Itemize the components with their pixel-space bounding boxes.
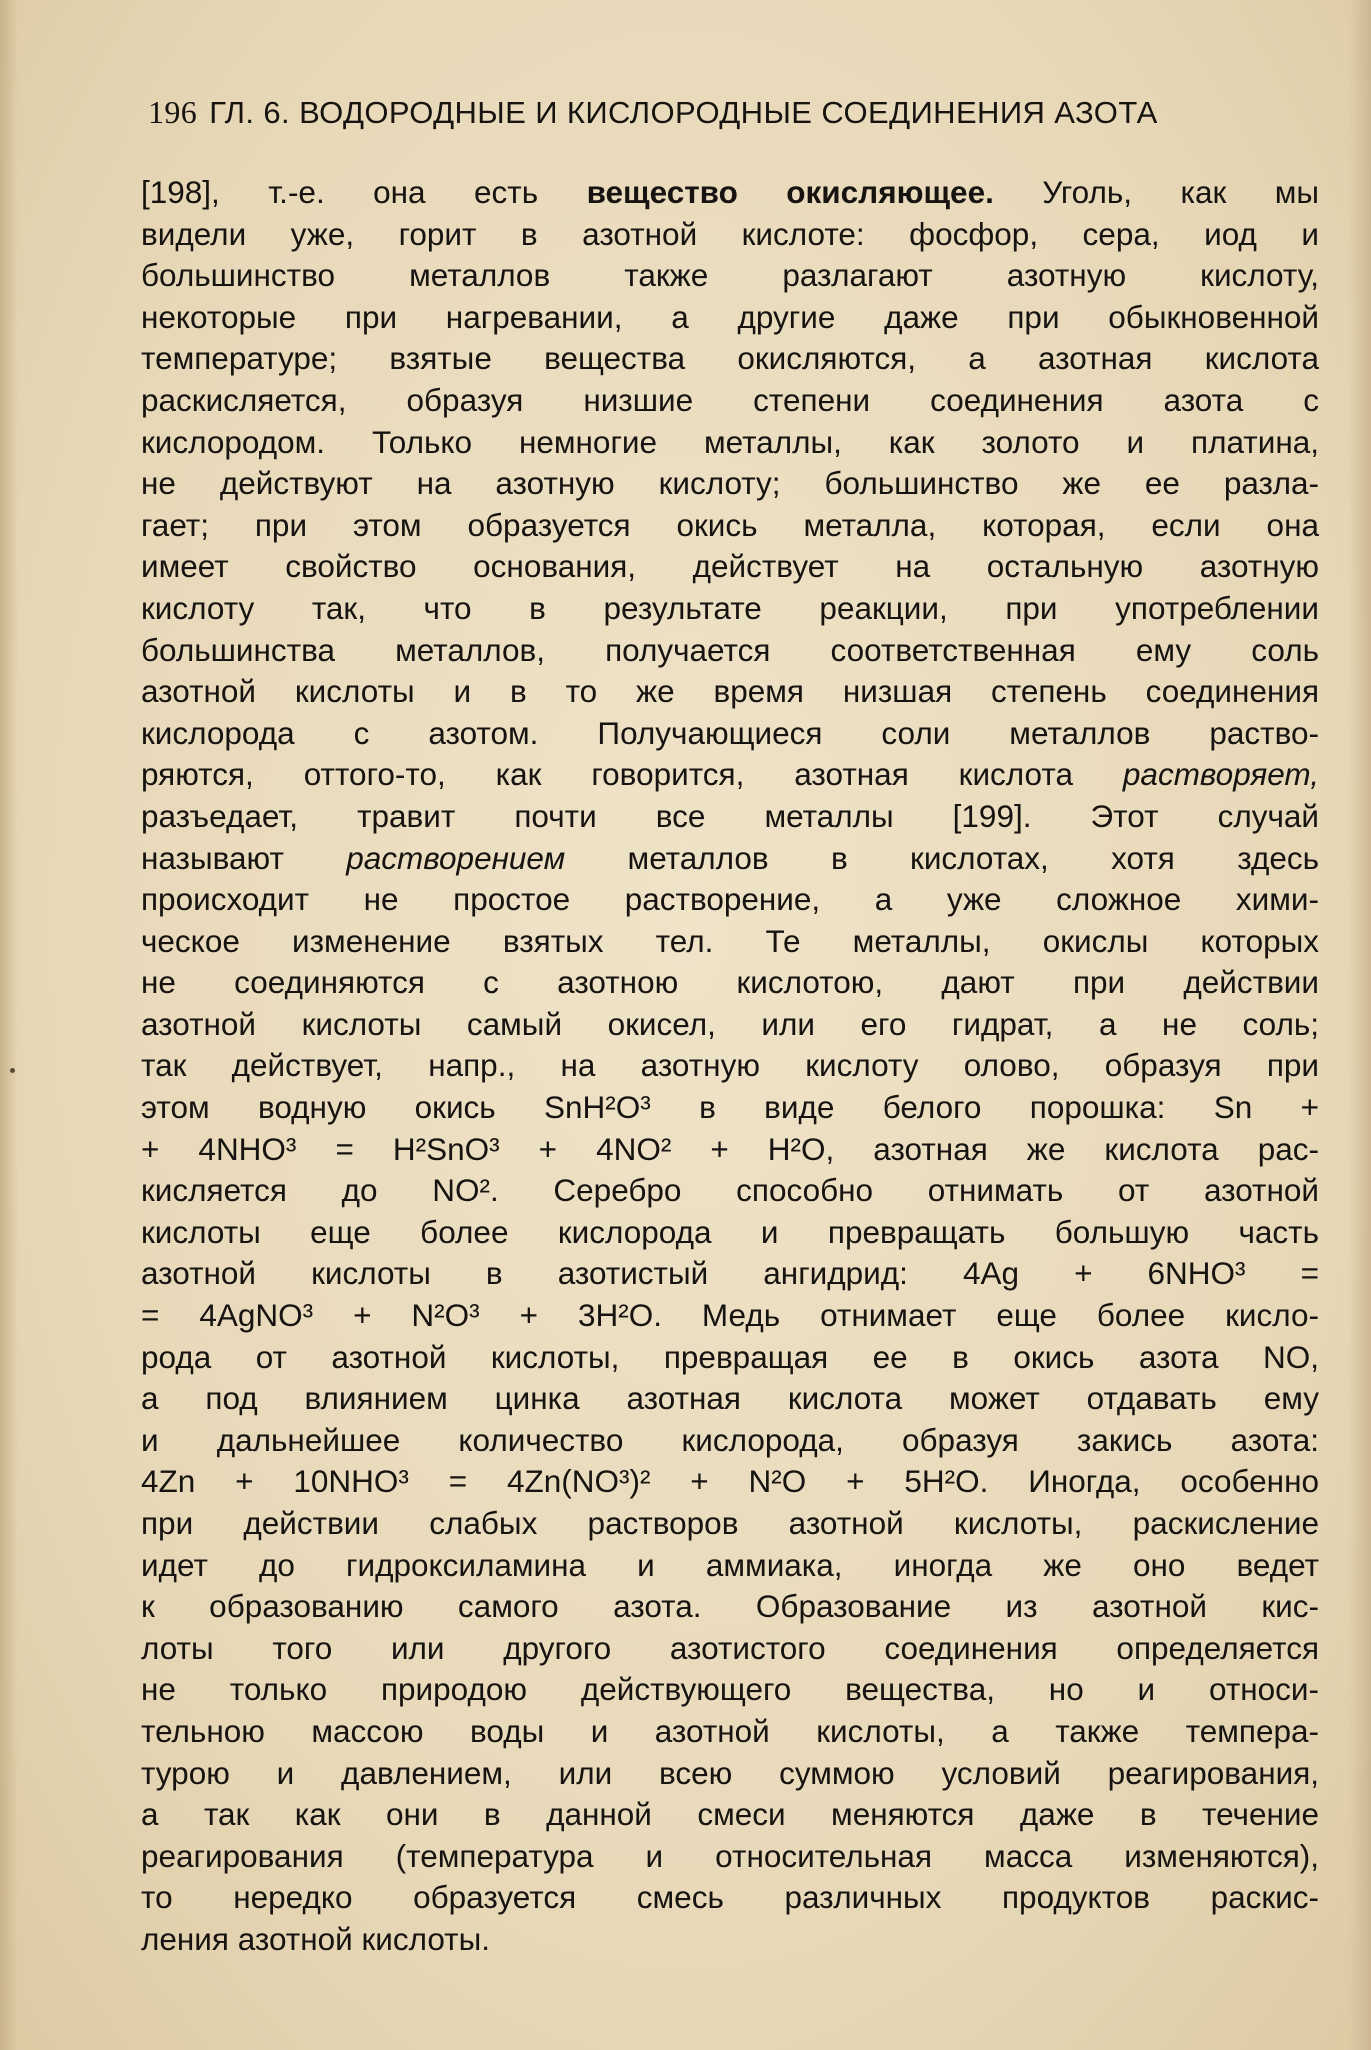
text-line bbox=[141, 172, 1319, 214]
bold-phrase: вещество окисляющее. bbox=[586, 174, 994, 210]
text-line bbox=[141, 754, 1319, 796]
text-line bbox=[141, 505, 1319, 547]
text-line bbox=[141, 1545, 1319, 1587]
text-run: и дальнейшее количество кислорода, образуя закись азота: bbox=[141, 1421, 1319, 1458]
page-number: 196 bbox=[148, 94, 198, 130]
text-run: так действует, напр., на азотную кислоту олово, образуя при bbox=[141, 1047, 1319, 1084]
text-line bbox=[141, 796, 1319, 838]
text-run: азотной кислоты и в то же время низшая степень соединения bbox=[141, 673, 1319, 710]
text-run: + 4NHO³ = H²SnO³ + 4NO² + H²O, азотная же кислота рас- bbox=[141, 1130, 1319, 1167]
text-line bbox=[141, 713, 1319, 755]
text-line bbox=[141, 380, 1319, 422]
text-line bbox=[141, 297, 1319, 339]
text-line bbox=[141, 1461, 1319, 1503]
text-run: к образованию самого азота. Образование из азотной кис- bbox=[141, 1588, 1319, 1625]
text-line bbox=[141, 1919, 1319, 1961]
text-run: называют bbox=[141, 839, 347, 876]
text-run: [198], т.-е. она есть bbox=[141, 174, 587, 210]
text-line bbox=[141, 255, 1319, 297]
text-run: видели уже, горит в азотной кислоте: фосфор, сера, иод и bbox=[141, 215, 1319, 252]
text-line bbox=[141, 1045, 1319, 1087]
text-run: азотной кислоты самый окисел, или его гидрат, а не соль; bbox=[141, 1005, 1319, 1042]
text-run: ческое изменение взятых тел. Те металлы, окислы которых bbox=[141, 922, 1319, 959]
text-line bbox=[141, 1337, 1319, 1379]
text-line bbox=[141, 1503, 1319, 1545]
text-run: кисляется до NO². Серебро способно отнимать от азотной bbox=[141, 1172, 1319, 1209]
page-edge-shadow-right bbox=[1349, 0, 1371, 2050]
text-run: кислоту так, что в результате реакции, при употреблении bbox=[141, 589, 1319, 626]
text-line bbox=[141, 463, 1319, 505]
page-edge-shadow-left bbox=[0, 0, 18, 2050]
text-run: большинства металлов, получается соответственная ему соль bbox=[141, 631, 1319, 668]
text-run: идет до гидроксиламина и аммиака, иногда же оно ведет bbox=[141, 1546, 1319, 1583]
text-run: = 4AgNO³ + N²O³ + 3H²O. Медь отнимает еще более кисло- bbox=[141, 1297, 1319, 1334]
text-line bbox=[141, 1129, 1319, 1171]
text-line bbox=[141, 1711, 1319, 1753]
text-line bbox=[141, 1628, 1319, 1670]
text-run: металлов в кислотах, хотя здесь bbox=[565, 839, 1319, 876]
text-run: происходит не простое растворение, а уже сложное хими- bbox=[141, 881, 1319, 918]
text-run: большинство металлов также разлагают азотную кислоту, bbox=[141, 257, 1319, 294]
text-run: имеет свойство основания, действует на остальную азотную bbox=[141, 548, 1319, 585]
text-run: ления азотной кислоты. bbox=[141, 1920, 490, 1957]
italic-term: растворяет, bbox=[1122, 756, 1319, 793]
text-run: некоторые при нагревании, а другие даже при обыкновенной bbox=[141, 298, 1319, 335]
margin-speck bbox=[10, 1068, 15, 1073]
running-header bbox=[148, 86, 1318, 138]
text-line bbox=[141, 1753, 1319, 1795]
text-run: то нередко образуется смесь различных продуктов раскис- bbox=[141, 1879, 1319, 1916]
text-line bbox=[141, 630, 1319, 672]
text-run: турою и давлением, или всею суммою условий реагирования, bbox=[141, 1754, 1319, 1791]
text-line bbox=[141, 921, 1319, 963]
text-run: не соединяются с азотною кислотою, дают при действии bbox=[141, 964, 1319, 1001]
text-line bbox=[141, 1004, 1319, 1046]
text-line bbox=[141, 838, 1319, 880]
text-line bbox=[141, 214, 1319, 256]
italic-term: растворением bbox=[346, 839, 566, 876]
text-run: ряются, оттого-то, как говорится, азотная кислота bbox=[141, 756, 1123, 793]
text-run: кислоты еще более кислорода и превращать большую часть bbox=[141, 1213, 1319, 1250]
text-line bbox=[141, 1378, 1319, 1420]
text-line bbox=[141, 671, 1319, 713]
text-line bbox=[141, 546, 1319, 588]
text-run: а под влиянием цинка азотная кислота может отдавать ему bbox=[141, 1380, 1319, 1417]
text-run: раскисляется, образуя низшие степени соединения азота с bbox=[141, 381, 1319, 418]
text-line bbox=[141, 1170, 1319, 1212]
text-line bbox=[141, 588, 1319, 630]
text-run: лоты того или другого азотистого соединения определяется bbox=[141, 1629, 1319, 1666]
text-line bbox=[141, 1253, 1319, 1295]
text-run: 4Zn + 10NHO³ = 4Zn(NO³)² + N²O + 5H²O. Иногда, особенно bbox=[141, 1463, 1319, 1500]
text-line bbox=[141, 962, 1319, 1004]
text-run: кислородом. Только немногие металлы, как золото и платина, bbox=[141, 423, 1319, 460]
text-run: температуре; взятые вещества окисляются, а азотная кислота bbox=[141, 340, 1319, 377]
running-title: ГЛ. 6. ВОДОРОДНЫЕ И КИСЛОРОДНЫЕ СОЕДИНЕНИЯ АЗОТА bbox=[209, 95, 1158, 130]
text-line bbox=[141, 1877, 1319, 1919]
text-run: кислорода с азотом. Получающиеся соли металлов раство- bbox=[141, 714, 1319, 751]
text-line bbox=[141, 1212, 1319, 1254]
text-run: при действии слабых растворов азотной кислоты, раскисление bbox=[141, 1505, 1319, 1541]
text-run: тельною массою воды и азотной кислоты, а также темпера- bbox=[141, 1712, 1319, 1749]
text-line bbox=[141, 1836, 1319, 1878]
text-run: не только природою действующего вещества, но и относи- bbox=[141, 1671, 1319, 1708]
text-line bbox=[141, 1420, 1319, 1462]
body-text bbox=[141, 172, 1319, 1957]
text-line bbox=[141, 422, 1319, 464]
text-run: Уголь, как мы bbox=[993, 174, 1319, 210]
text-line bbox=[141, 1794, 1319, 1836]
text-run: азотной кислоты в азотистый ангидрид: 4Ag + 6NHO³ = bbox=[141, 1255, 1319, 1292]
text-run: реагирования (температура и относительная масса изменяются), bbox=[141, 1837, 1319, 1874]
text-line bbox=[141, 1669, 1319, 1711]
text-run: гает; при этом образуется окись металла, которая, если она bbox=[141, 506, 1319, 543]
text-run: не действуют на азотную кислоту; большинство же ее разла- bbox=[141, 465, 1319, 502]
text-line bbox=[141, 338, 1319, 380]
text-run: этом водную окись SnH²O³ в виде белого порошка: Sn + bbox=[141, 1089, 1319, 1126]
text-run: рода от азотной кислоты, превращая ее в окись азота NO, bbox=[141, 1338, 1319, 1375]
text-run: а так как они в данной смеси меняются даже в течение bbox=[141, 1796, 1319, 1833]
text-line bbox=[141, 1087, 1319, 1129]
text-line bbox=[141, 879, 1319, 921]
text-line bbox=[141, 1295, 1319, 1337]
text-line bbox=[141, 1586, 1319, 1628]
text-run: разъедает, травит почти все металлы [199]. Этот случай bbox=[141, 797, 1319, 834]
